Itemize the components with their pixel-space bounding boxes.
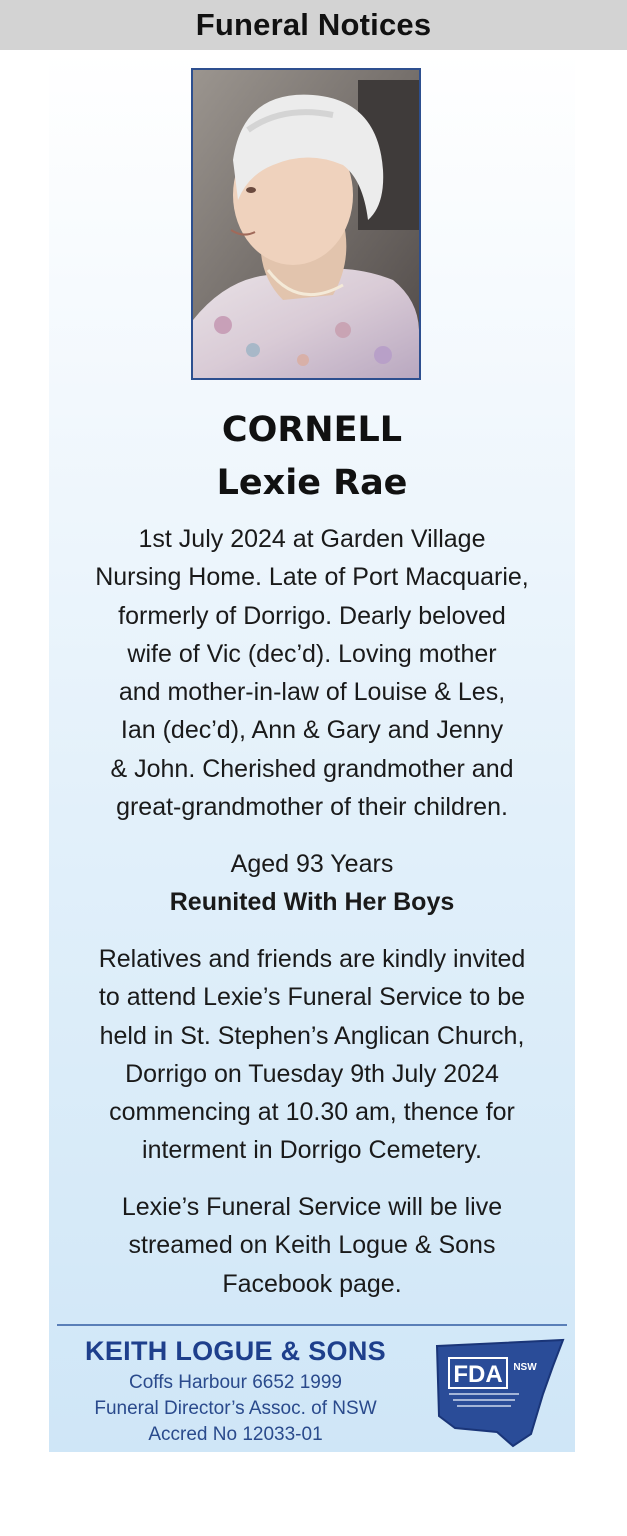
page-title: Funeral Notices [195, 7, 432, 42]
logo-text: FDA [453, 1361, 503, 1388]
notice-intro-paragraph [57, 520, 567, 826]
deceased-given-names: Lexie Rae [216, 463, 408, 503]
epitaph-line: Reunited With Her Boys [169, 888, 455, 916]
intro-line: and mother-in-law of Louise & Les, [118, 678, 506, 707]
fda-nsw-logo-icon [435, 1336, 565, 1448]
service-line: interment in Dorrigo Cemetery. [142, 1136, 482, 1165]
intro-line: Ian (dec’d), Ann & Gary and Jenny [120, 716, 504, 745]
stream-line: streamed on Keith Logue & Sons [128, 1231, 496, 1260]
intro-line: great-grandmother of their children. [116, 793, 508, 822]
portrait-image [193, 70, 419, 378]
association-name: Funeral Director’s Assoc. of NSW [94, 1398, 377, 1419]
footer-divider [57, 1324, 567, 1326]
service-details-paragraph [57, 940, 567, 1170]
age-line: Aged 93 Years [230, 850, 394, 878]
service-line: Relatives and friends are kindly invited [98, 945, 526, 973]
service-line: Dorrigo on Tuesday 9th July 2024 [125, 1059, 499, 1088]
service-line: to attend Lexie’s Funeral Service to be [98, 983, 526, 1012]
intro-line: Nursing Home. Late of Port Macquarie, [95, 563, 529, 592]
livestream-paragraph [57, 1188, 567, 1303]
portrait-photo [191, 68, 421, 380]
stream-line: Lexie’s Funeral Service will be live [121, 1193, 503, 1221]
funeral-director-phone: Coffs Harbour 6652 1999 [128, 1372, 343, 1393]
service-line: commencing at 10.30 am, thence for [109, 1098, 515, 1127]
intro-line: & John. Cherished grandmother and [110, 754, 514, 783]
page-header [0, 0, 627, 50]
accreditation-number: Accred No 12033-01 [148, 1424, 323, 1445]
stream-line: Facebook page. [222, 1269, 402, 1298]
intro-line: 1st July 2024 at Garden Village [138, 525, 486, 553]
intro-line: wife of Vic (dec’d). Loving mother [127, 639, 497, 668]
funeral-director-name: KEITH LOGUE & SONS [85, 1336, 386, 1366]
logo-state: NSW [513, 1362, 537, 1373]
service-line: held in St. Stephen’s Anglican Church, [99, 1021, 525, 1050]
deceased-surname: CORNELL [221, 410, 403, 450]
funeral-notice-card [49, 50, 575, 1452]
intro-line: formerly of Dorrigo. Dearly beloved [118, 601, 506, 630]
